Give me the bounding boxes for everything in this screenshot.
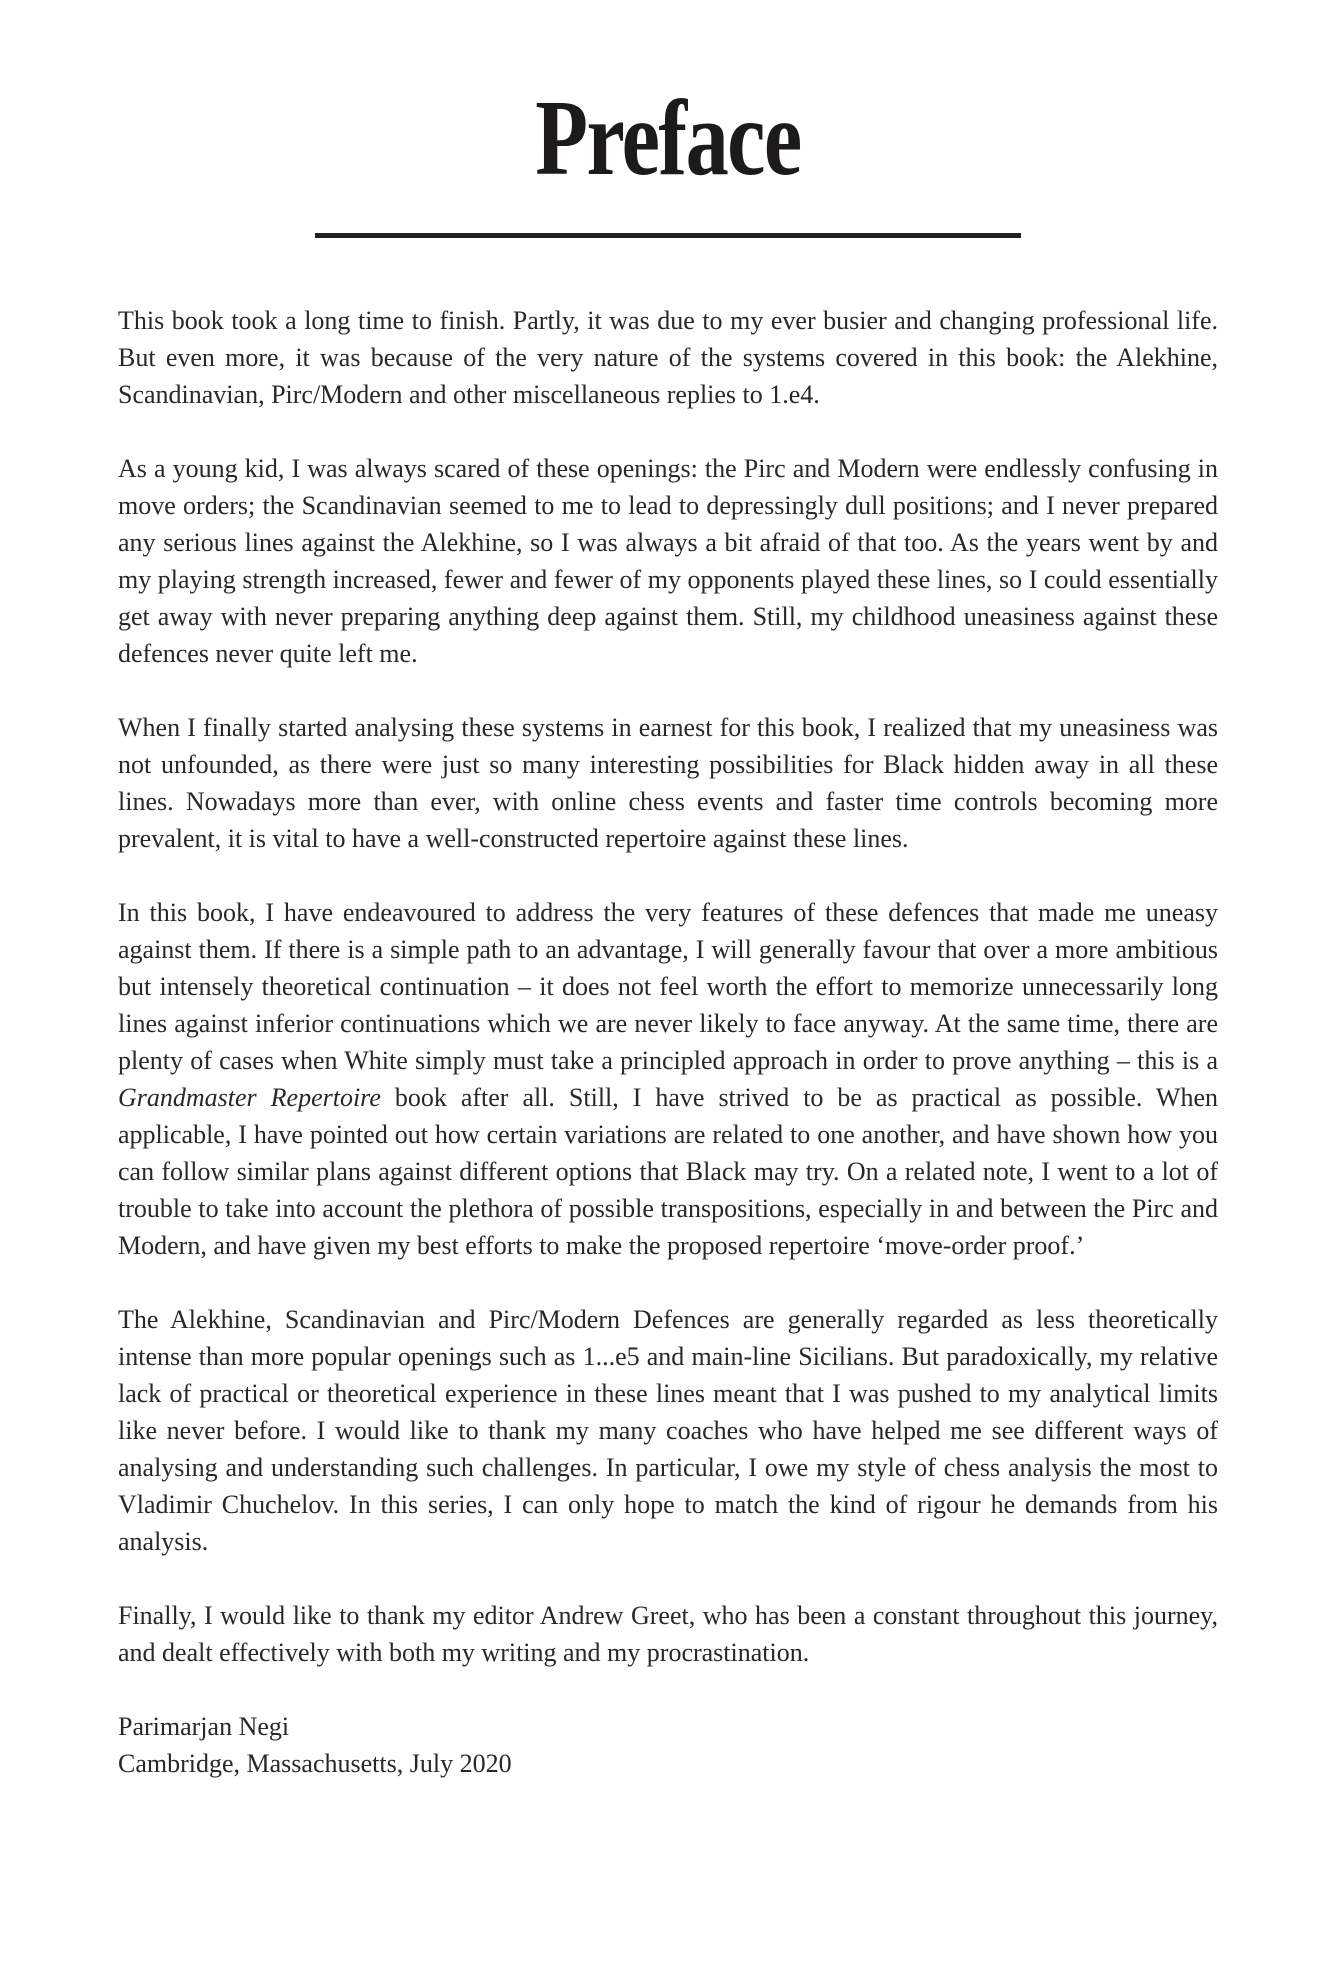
preface-text xyxy=(118,302,1218,1782)
paragraph-5: The Alekhine, Scandinavian and Pirc/Modern Defences are generally regarded as less theoretically intense than more popular openings such as 1...e5 and main-line Sicilians. But paradoxically, my relative lack of practical or theoretical experience in these lines meant that I was pushed to my analytical limits like never before. I would like to thank my many coaches who have helped me see different ways of analysing and understanding such challenges. In particular, I owe my style of chess analysis the most to Vladimir Chuchelov. In this series, I can only hope to match the kind of rigour he demands from his analysis. xyxy=(118,1305,1218,1557)
paragraph-3: When I finally started analysing these systems in earnest for this book, I realized that my uneasiness was not unfounded, as there were just so many interesting possibilities for Black hidden away in all these lines. Nowadays more than ever, with online chess events and faster time controls becoming more prevalent, it is vital to have a well-constructed repertoire against these lines. xyxy=(118,713,1218,854)
paragraph-4 xyxy=(118,894,1218,1264)
paragraph-1: This book took a long time to finish. Partly, it was due to my ever busier and changing professional life. But even more, it was because of the very nature of the systems covered in this book: the Alekhine, Scandinavian, Pirc/Modern and other miscellaneous replies to 1.e4. xyxy=(118,306,1218,410)
signature-block xyxy=(118,1708,1218,1782)
paragraph-6: Finally, I would like to thank my editor Andrew Greet, who has been a constant throughout this journey, and dealt effectively with both my writing and my procrastination. xyxy=(118,1601,1218,1668)
book-page xyxy=(0,79,1339,1972)
title-rule xyxy=(315,233,1021,238)
paragraph-2: As a young kid, I was always scared of these openings: the Pirc and Modern were endlessly confusing in move orders; the Scandinavian seemed to me to lead to depressingly dull positions; and I never prepared any serious lines against the Alekhine, so I was always a bit afraid of that too. As the years went by and my playing strength increased, fewer and fewer of my opponents played these lines, so I could essentially get away with never preparing anything deep against them. Still, my childhood uneasiness against these defences never quite left me. xyxy=(118,454,1218,669)
series-name-italic: Grandmaster Repertoire xyxy=(118,1083,381,1113)
place-date: Cambridge, Massachusetts, July 2020 xyxy=(118,1749,512,1779)
paragraph-4-lead: In this book, I have endeavoured to address the very features of these defences that made me uneasy against them. If there is a simple path to an advantage, I will generally favour that over a more ambitious but intensely theoretical continuation – it does not feel worth the effort to memorize unnecessarily long lines against inferior continuations which we are never likely to face anyway. At the same time, there are plenty of cases when White simply must take a principled approach in order to prove anything – this is a xyxy=(118,898,1218,1076)
author-name: Parimarjan Negi xyxy=(118,1712,290,1742)
paragraph-4-tail: book after all. Still, I have strived to be as practical as possible. When applicable, I have pointed out how certain variations are related to one another, and have shown how you can follow similar plans against different options that Black may try. On a related note, I went to a lot of trouble to take into account the plethora of possible transpositions, especially in and between the Pirc and Modern, and have given my best efforts to make the proposed repertoire ‘move-order proof.’ xyxy=(118,1083,1218,1261)
page-title: Preface xyxy=(535,79,801,198)
